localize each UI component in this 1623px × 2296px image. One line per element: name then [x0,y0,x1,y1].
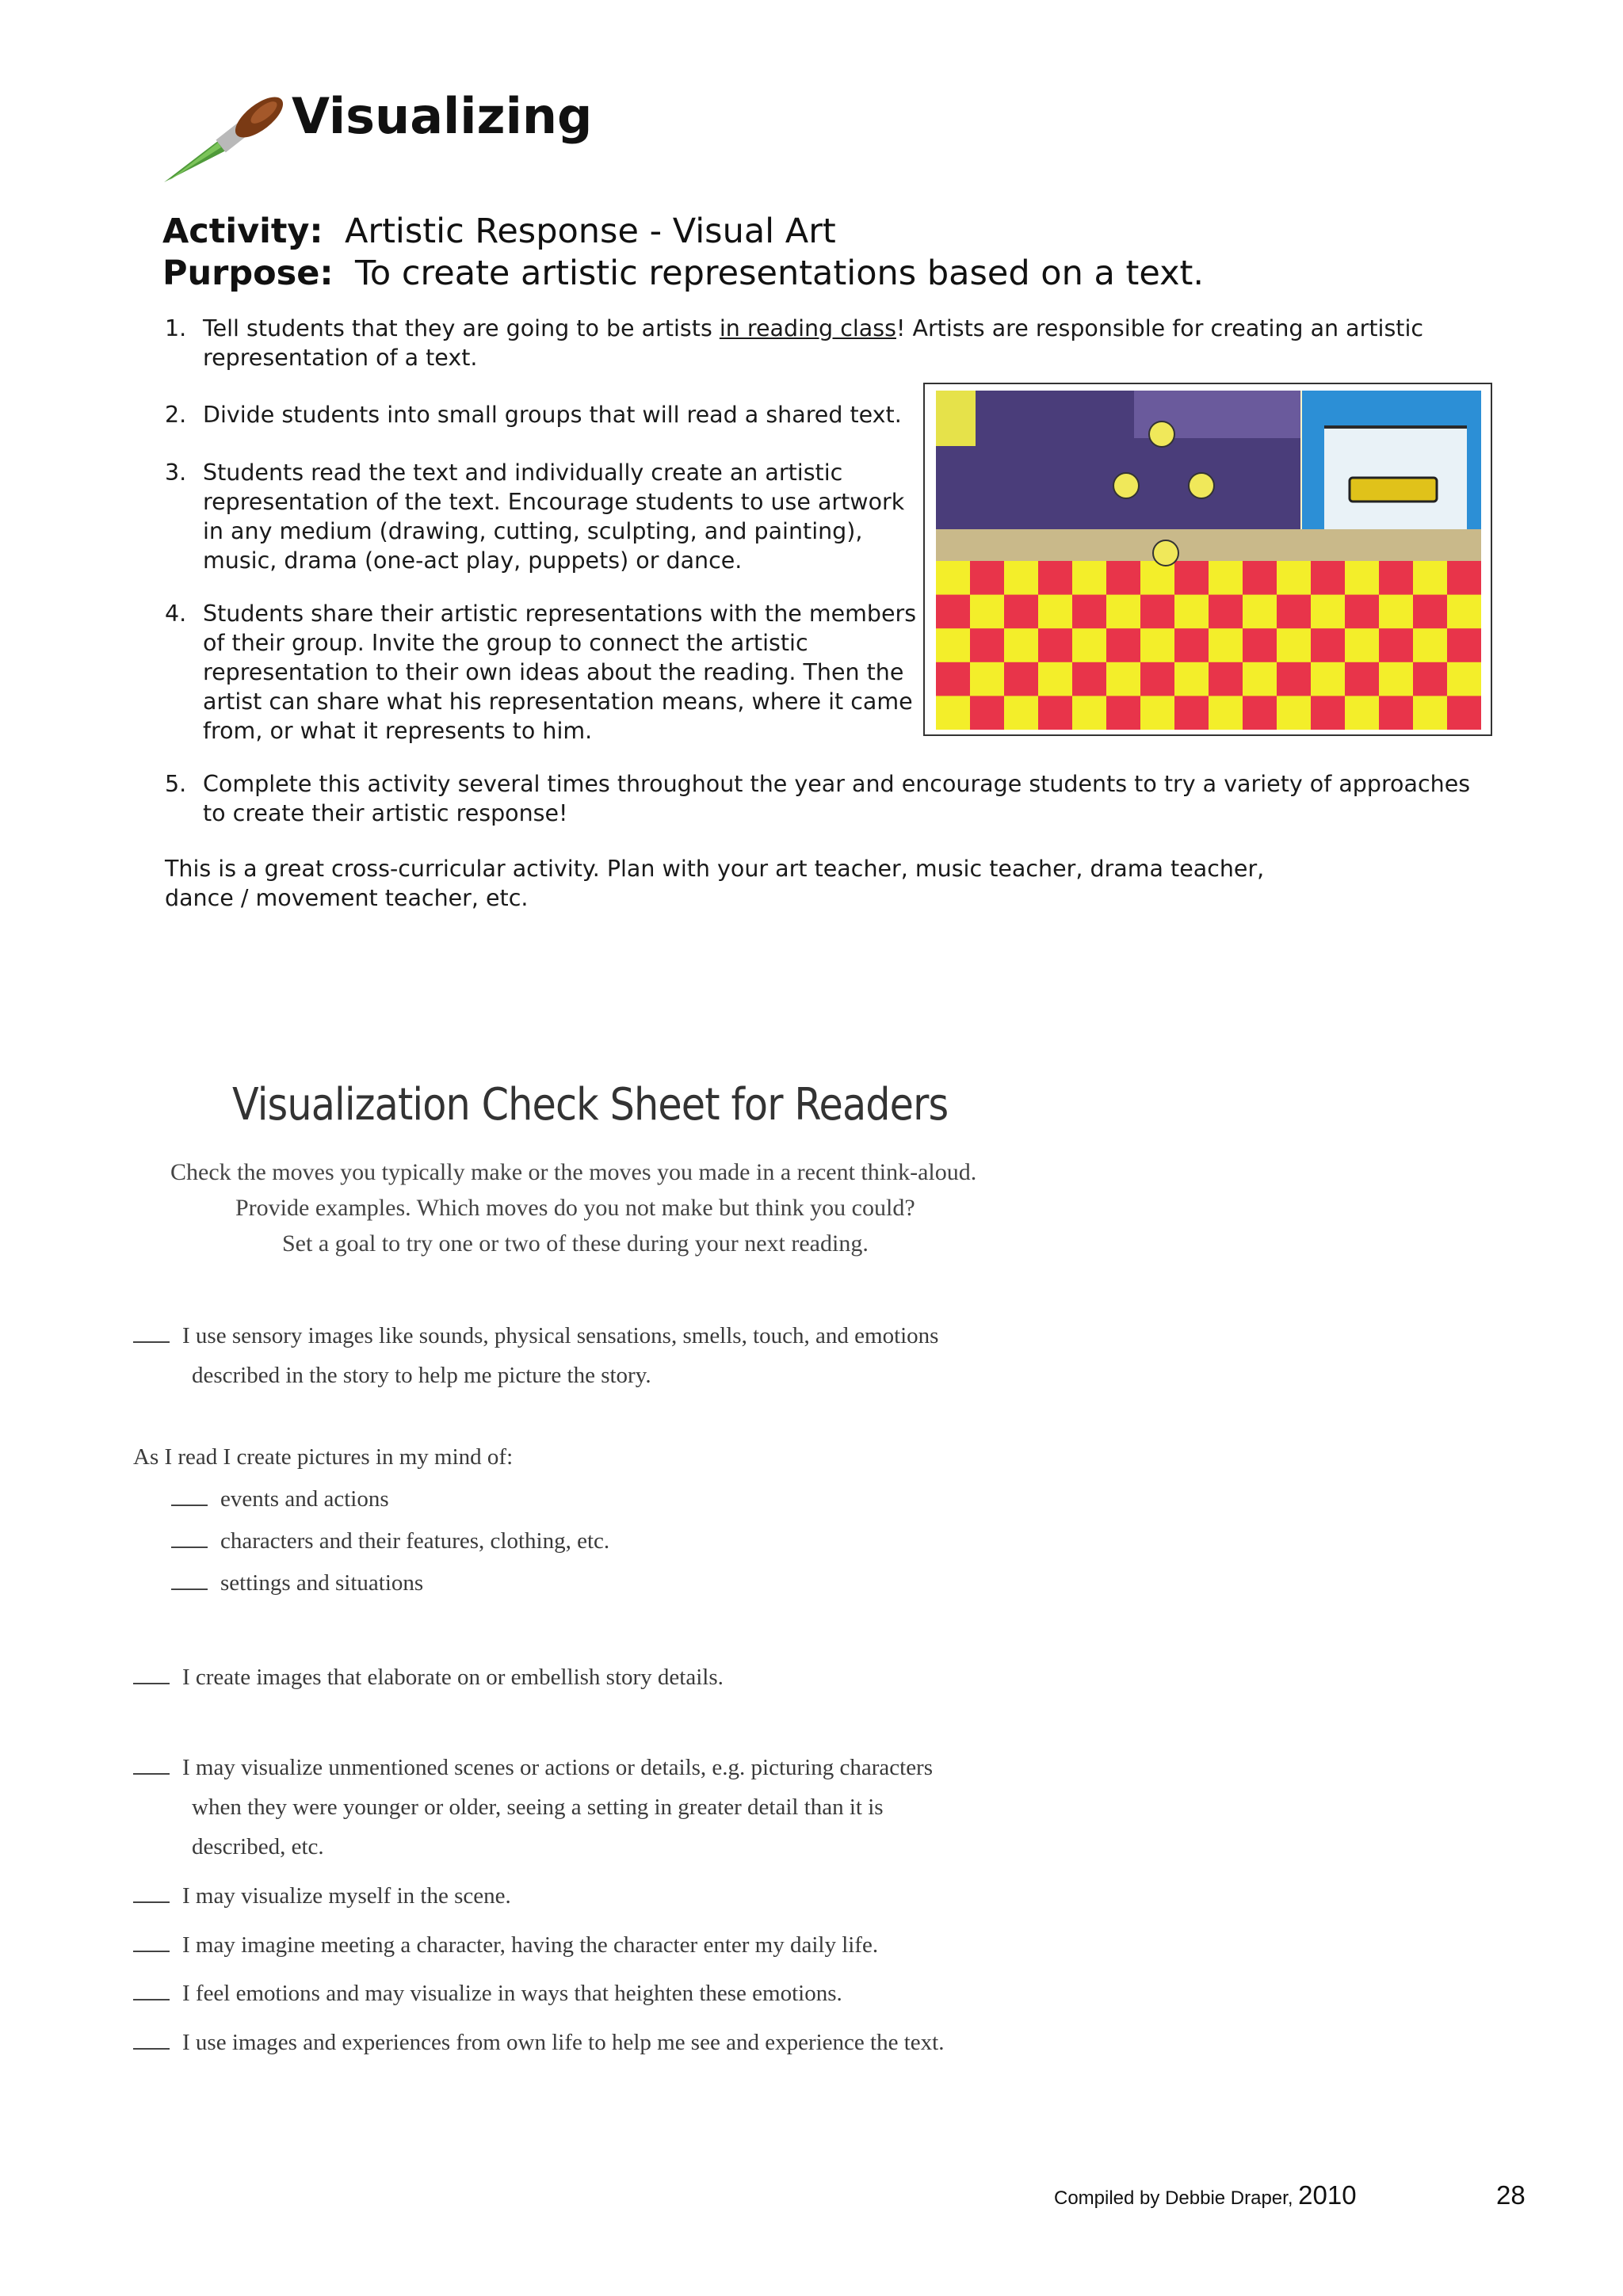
floor-tile [1106,662,1141,696]
floor-tile [1311,628,1346,662]
note-line: This is a great cross-curricular activity. Plan with your art teacher, music teacher, drama teacher, [165,856,1265,882]
floor-tile [1379,595,1414,629]
step-text [203,314,1463,372]
step-2 [165,400,926,432]
check-sheet-intro-line: Check the moves you typically make or the moves you made in a recent think-aloud. [170,1159,977,1185]
step-text [203,458,904,575]
floor-tile [1413,561,1448,595]
check-blank[interactable] [133,1950,170,1952]
student-artwork-image [923,383,1492,736]
step-5 [165,769,1471,833]
footer-compiled-by: Compiled by Debbie Draper [1054,2187,1288,2209]
floor-tile [1072,595,1107,629]
footer-credit [1054,2180,1357,2210]
step-text-part: Tell students that they are going to be artists [203,315,720,341]
underlined-phrase: in reading class [719,315,896,341]
check-item-text: characters and their features, clothing, etc. [220,1528,610,1554]
step-4 [165,599,926,749]
floor-tile [1277,595,1312,629]
floor-tile [1072,561,1107,595]
footer-year: 2010 [1298,2180,1357,2210]
floor-tile [1038,561,1073,595]
check-item [133,1981,842,2007]
check-item-text: I may imagine meeting a character, having the character enter my daily life. [182,1932,879,1958]
floor-tile [1277,662,1312,696]
check-item [133,1755,933,1781]
floor-tile [1277,696,1312,730]
floor-tile [936,696,971,730]
floor-tile [1413,628,1448,662]
floor-tile [1277,561,1312,595]
floor-tile [1004,662,1039,696]
purpose-value: To create artistic representations based on a text. [354,254,1205,293]
step-1 [165,314,1465,377]
floor-tile [1277,628,1312,662]
check-blank[interactable] [171,1546,208,1548]
floor-tile [1311,662,1346,696]
floor-tile [970,561,1005,595]
cross-curricular-note [165,854,1465,913]
floor-tile [936,628,971,662]
activity-label: Activity: [162,212,323,251]
check-item-text: I use sensory images like sounds, physical sensations, smells, touch, and emotions [182,1323,939,1348]
check-item-text: I feel emotions and may visualize in ways that heighten these emotions. [182,1981,842,2006]
check-sheet-intro-line: Set a goal to try one or two of these during your next reading. [282,1230,869,1257]
note-line: dance / movement teacher, etc. [165,885,529,911]
check-item-text: events and actions [220,1486,389,1512]
step-text-line: representation to their own ideas about the reading. Then the [203,659,904,685]
floor-tile [1140,628,1175,662]
check-sub-item [171,1528,609,1554]
check-item-text: I create images that elaborate on or embellish story details. [182,1665,724,1690]
floor-tile [1140,595,1175,629]
step-number: 1. [165,315,187,341]
floor-tile [1174,561,1209,595]
check-item-text: I may visualize myself in the scene. [182,1883,511,1909]
step-text-line: representation of the text. Encourage students to use artwork [203,489,905,515]
floor-tile [1140,662,1175,696]
floor-tile [1038,696,1073,730]
floor-tile [936,662,971,696]
floor-tile [1072,628,1107,662]
floor-tile [1311,561,1346,595]
check-sheet-title: Visualization Check Sheet for Readers [232,1079,949,1131]
paintbrush-icon [162,95,289,184]
check-blank[interactable] [133,1998,170,2000]
step-text-line: artist can share what his representation means, where it came [203,688,913,715]
step-number: 4. [165,601,187,627]
floor-tile [1413,595,1448,629]
footer-separator: , [1287,2187,1299,2209]
floor-tile [1345,595,1380,629]
purpose-label: Purpose: [162,254,334,293]
floor-tile [1209,595,1243,629]
artwork-drawing [936,391,1481,730]
step-text-part: ! Artists are responsible for creating an artistic [896,315,1424,341]
floor-tile [1072,696,1107,730]
floor-tile [1379,662,1414,696]
purpose-line [162,254,1204,293]
floor-tile [1174,595,1209,629]
floor-tile [1447,696,1481,730]
floor-tile [1345,662,1380,696]
step-text-line: Students share their artistic representations with the members [203,601,917,627]
floor-tile [1038,595,1073,629]
section-heading: As I read I create pictures in my mind of: [133,1444,514,1470]
floor-tile [970,662,1005,696]
step-text-line: in any medium (drawing, cutting, sculpting, and painting), [203,518,863,544]
floor-tile [1243,662,1277,696]
check-blank[interactable] [133,1682,170,1684]
floor-tile [1243,595,1277,629]
check-item-continuation: described in the story to help me picture the story. [192,1363,651,1388]
floor-tile [1345,561,1380,595]
floor-tile [1379,561,1414,595]
floor-tile [1004,561,1039,595]
floor-tile [1243,561,1277,595]
floor-tile [1106,696,1141,730]
activity-line [162,212,836,251]
check-blank[interactable] [133,2047,170,2050]
floor-tile [1174,696,1209,730]
check-blank[interactable] [171,1588,208,1590]
floor-tile [1004,628,1039,662]
check-sub-item [171,1570,423,1596]
floor-tile [1004,595,1039,629]
check-blank[interactable] [133,1341,170,1343]
check-blank[interactable] [133,1772,170,1775]
floor-tile [936,561,971,595]
floor-tile [1038,628,1073,662]
floor-tile [1106,595,1141,629]
floor-tile [1413,696,1448,730]
floor-tile [1345,628,1380,662]
page-number: 28 [1496,2180,1526,2210]
floor-tile [1106,628,1141,662]
check-item [133,1665,724,1691]
step-number: 3. [165,460,187,486]
check-item-continuation: described, etc. [192,1834,324,1859]
check-item-text: I use images and experiences from own life to help me see and experience the text. [182,2030,945,2055]
step-text-line: representation of a text. [203,345,478,371]
floor-tile [1311,696,1346,730]
step-text: Divide students into small groups that will read a shared text. [203,402,902,428]
check-item [133,2030,944,2056]
floor-tile [970,696,1005,730]
floor-tile [1379,696,1414,730]
floor-tile [1140,561,1175,595]
step-text-line: from, or what it represents to him. [203,718,593,744]
floor-tile [1209,561,1243,595]
step-3 [165,458,926,577]
check-blank[interactable] [133,1901,170,1903]
check-item-continuation: when they were younger or older, seeing a setting in greater detail than it is [192,1794,884,1820]
check-sheet-intro-line: Provide examples. Which moves do you not make but think you could? [235,1195,915,1221]
floor-tile [1379,628,1414,662]
floor-tile [1004,696,1039,730]
check-item-text: I may visualize unmentioned scenes or actions or details, e.g. picturing characters [182,1755,934,1780]
check-item [133,1883,511,1909]
step-text-line: music, drama (one-act play, puppets) or dance. [203,547,743,574]
floor-tile [1072,662,1107,696]
step-text [203,769,1470,828]
floor-tile [1413,662,1448,696]
floor-tile [1209,662,1243,696]
floor-tile [1243,628,1277,662]
floor-tile [1106,561,1141,595]
activity-value: Artistic Response - Visual Art [344,212,836,251]
check-item-text: settings and situations [220,1570,424,1596]
floor-tile [936,595,971,629]
floor-tile [1447,628,1481,662]
floor-tile [1447,561,1481,595]
step-text-line: to create their artistic response! [203,800,568,826]
check-item [133,1323,938,1349]
step-number: 5. [165,771,187,797]
floor-tile [1447,662,1481,696]
step-text [203,599,916,746]
floor-tile [970,595,1005,629]
check-blank[interactable] [171,1504,208,1506]
step-text-line: of their group. Invite the group to connect the artistic [203,630,808,656]
floor-tile [1345,696,1380,730]
check-sub-item [171,1486,389,1512]
check-item [133,1932,878,1958]
floor-tile [1447,595,1481,629]
floor-tile [1140,696,1175,730]
floor-tile [1174,628,1209,662]
floor-tile [1209,628,1243,662]
floor-tile [1209,696,1243,730]
floor-tile [1243,696,1277,730]
floor-tile [1174,662,1209,696]
floor-tile [1311,595,1346,629]
page-title: Visualizing [292,87,593,145]
floor-tile [970,628,1005,662]
step-text-line: Complete this activity several times throughout the year and encourage students to try a variety of approaches [203,771,1471,797]
floor-tile [1038,662,1073,696]
step-number: 2. [165,402,187,428]
step-text-line: Students read the text and individually create an artistic [203,460,843,486]
